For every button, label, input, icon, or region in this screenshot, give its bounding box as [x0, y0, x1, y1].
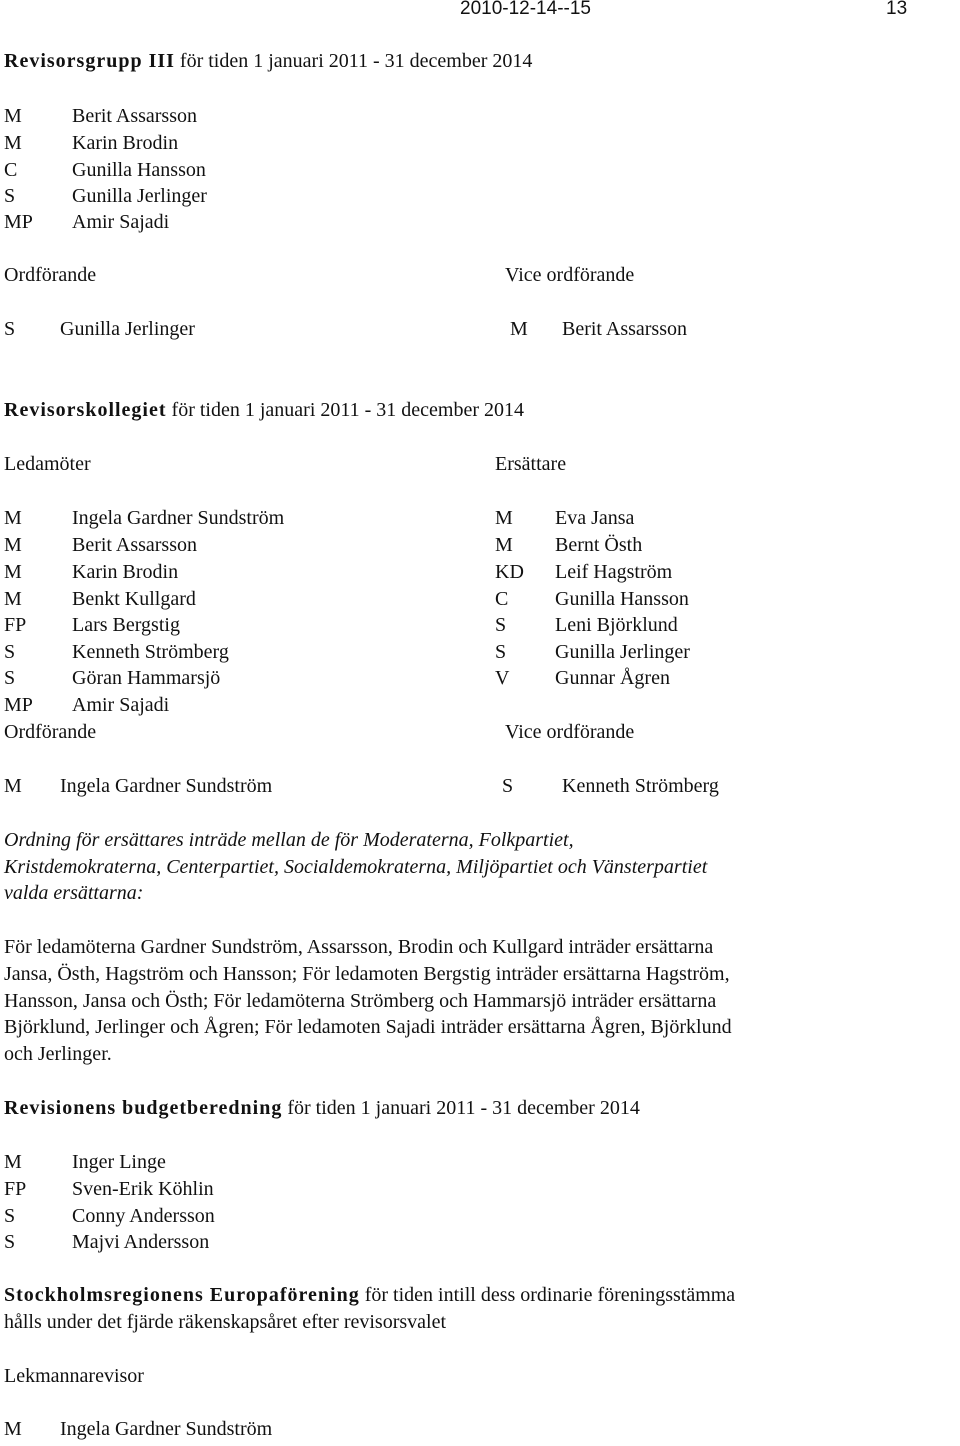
grupp3-title: Revisorsgrupp III: [4, 50, 175, 72]
grupp3-heading: [4, 48, 532, 74]
ordning-line: Kristdemokraterna, Centerpartiet, Socialdemokraterna, Miljöpartiet och Vänsterpartiet: [4, 856, 708, 878]
europa-title: Stockholmsregionens Europaförening: [4, 1284, 360, 1306]
europa-role-label: Lekmannarevisor: [4, 1365, 144, 1387]
grupp3-chair-label: Ordförande: [4, 264, 97, 286]
page-number: 13: [886, 0, 908, 19]
ordning-body-line: Hansson, Jansa och Östh; För ledamöterna Strömberg och Hammarsjö inträder ersättarna: [4, 990, 717, 1012]
kollegiet-chair-label: Ordförande: [4, 721, 97, 743]
budget-title: Revisionens budgetberedning: [4, 1097, 283, 1119]
kollegiet-title: Revisorskollegiet: [4, 399, 167, 421]
grupp3-vice-label: Vice ordförande: [505, 264, 635, 286]
europa-heading: [4, 1282, 735, 1308]
ordning-body-line: och Jerlinger.: [4, 1043, 112, 1065]
kollegiet-period: för tiden 1 januari 2011 - 31 december 2014: [171, 399, 525, 421]
kollegiet-substitutes-label: Ersättare: [495, 453, 567, 475]
europa-period-line2: hålls under det fjärde räkenskapsåret efter revisorsvalet: [4, 1311, 447, 1333]
kollegiet-heading: [4, 397, 524, 423]
ordning-body-line: Björklund, Jerlinger och Ågren; För ledamoten Sajadi inträder ersättarna Ågren, Björklund: [4, 1016, 732, 1038]
kollegiet-vice-label: Vice ordförande: [505, 721, 635, 743]
kollegiet-members-label: Ledamöter: [4, 453, 91, 475]
ordning-body-line: För ledamöterna Gardner Sundström, Assarsson, Brodin och Kullgard inträder ersättarna: [4, 936, 714, 958]
ordning-body-line: Jansa, Östh, Hagström och Hansson; För ledamoten Bergstig inträder ersättarna Hagström,: [4, 963, 730, 985]
budget-period: för tiden 1 januari 2011 - 31 december 2014: [287, 1097, 640, 1119]
ordning-line: Ordning för ersättares inträde mellan de för Moderaterna, Folkpartiet,: [4, 829, 574, 851]
header-date: 2010-12-14--15: [460, 0, 591, 19]
europa-period-line1: för tiden intill dess ordinarie föreningsstämma: [364, 1284, 736, 1306]
budget-heading: [4, 1095, 640, 1121]
grupp3-period: för tiden 1 januari 2011 - 31 december 2014: [179, 50, 533, 72]
ordning-line: valda ersättarna:: [4, 882, 144, 904]
